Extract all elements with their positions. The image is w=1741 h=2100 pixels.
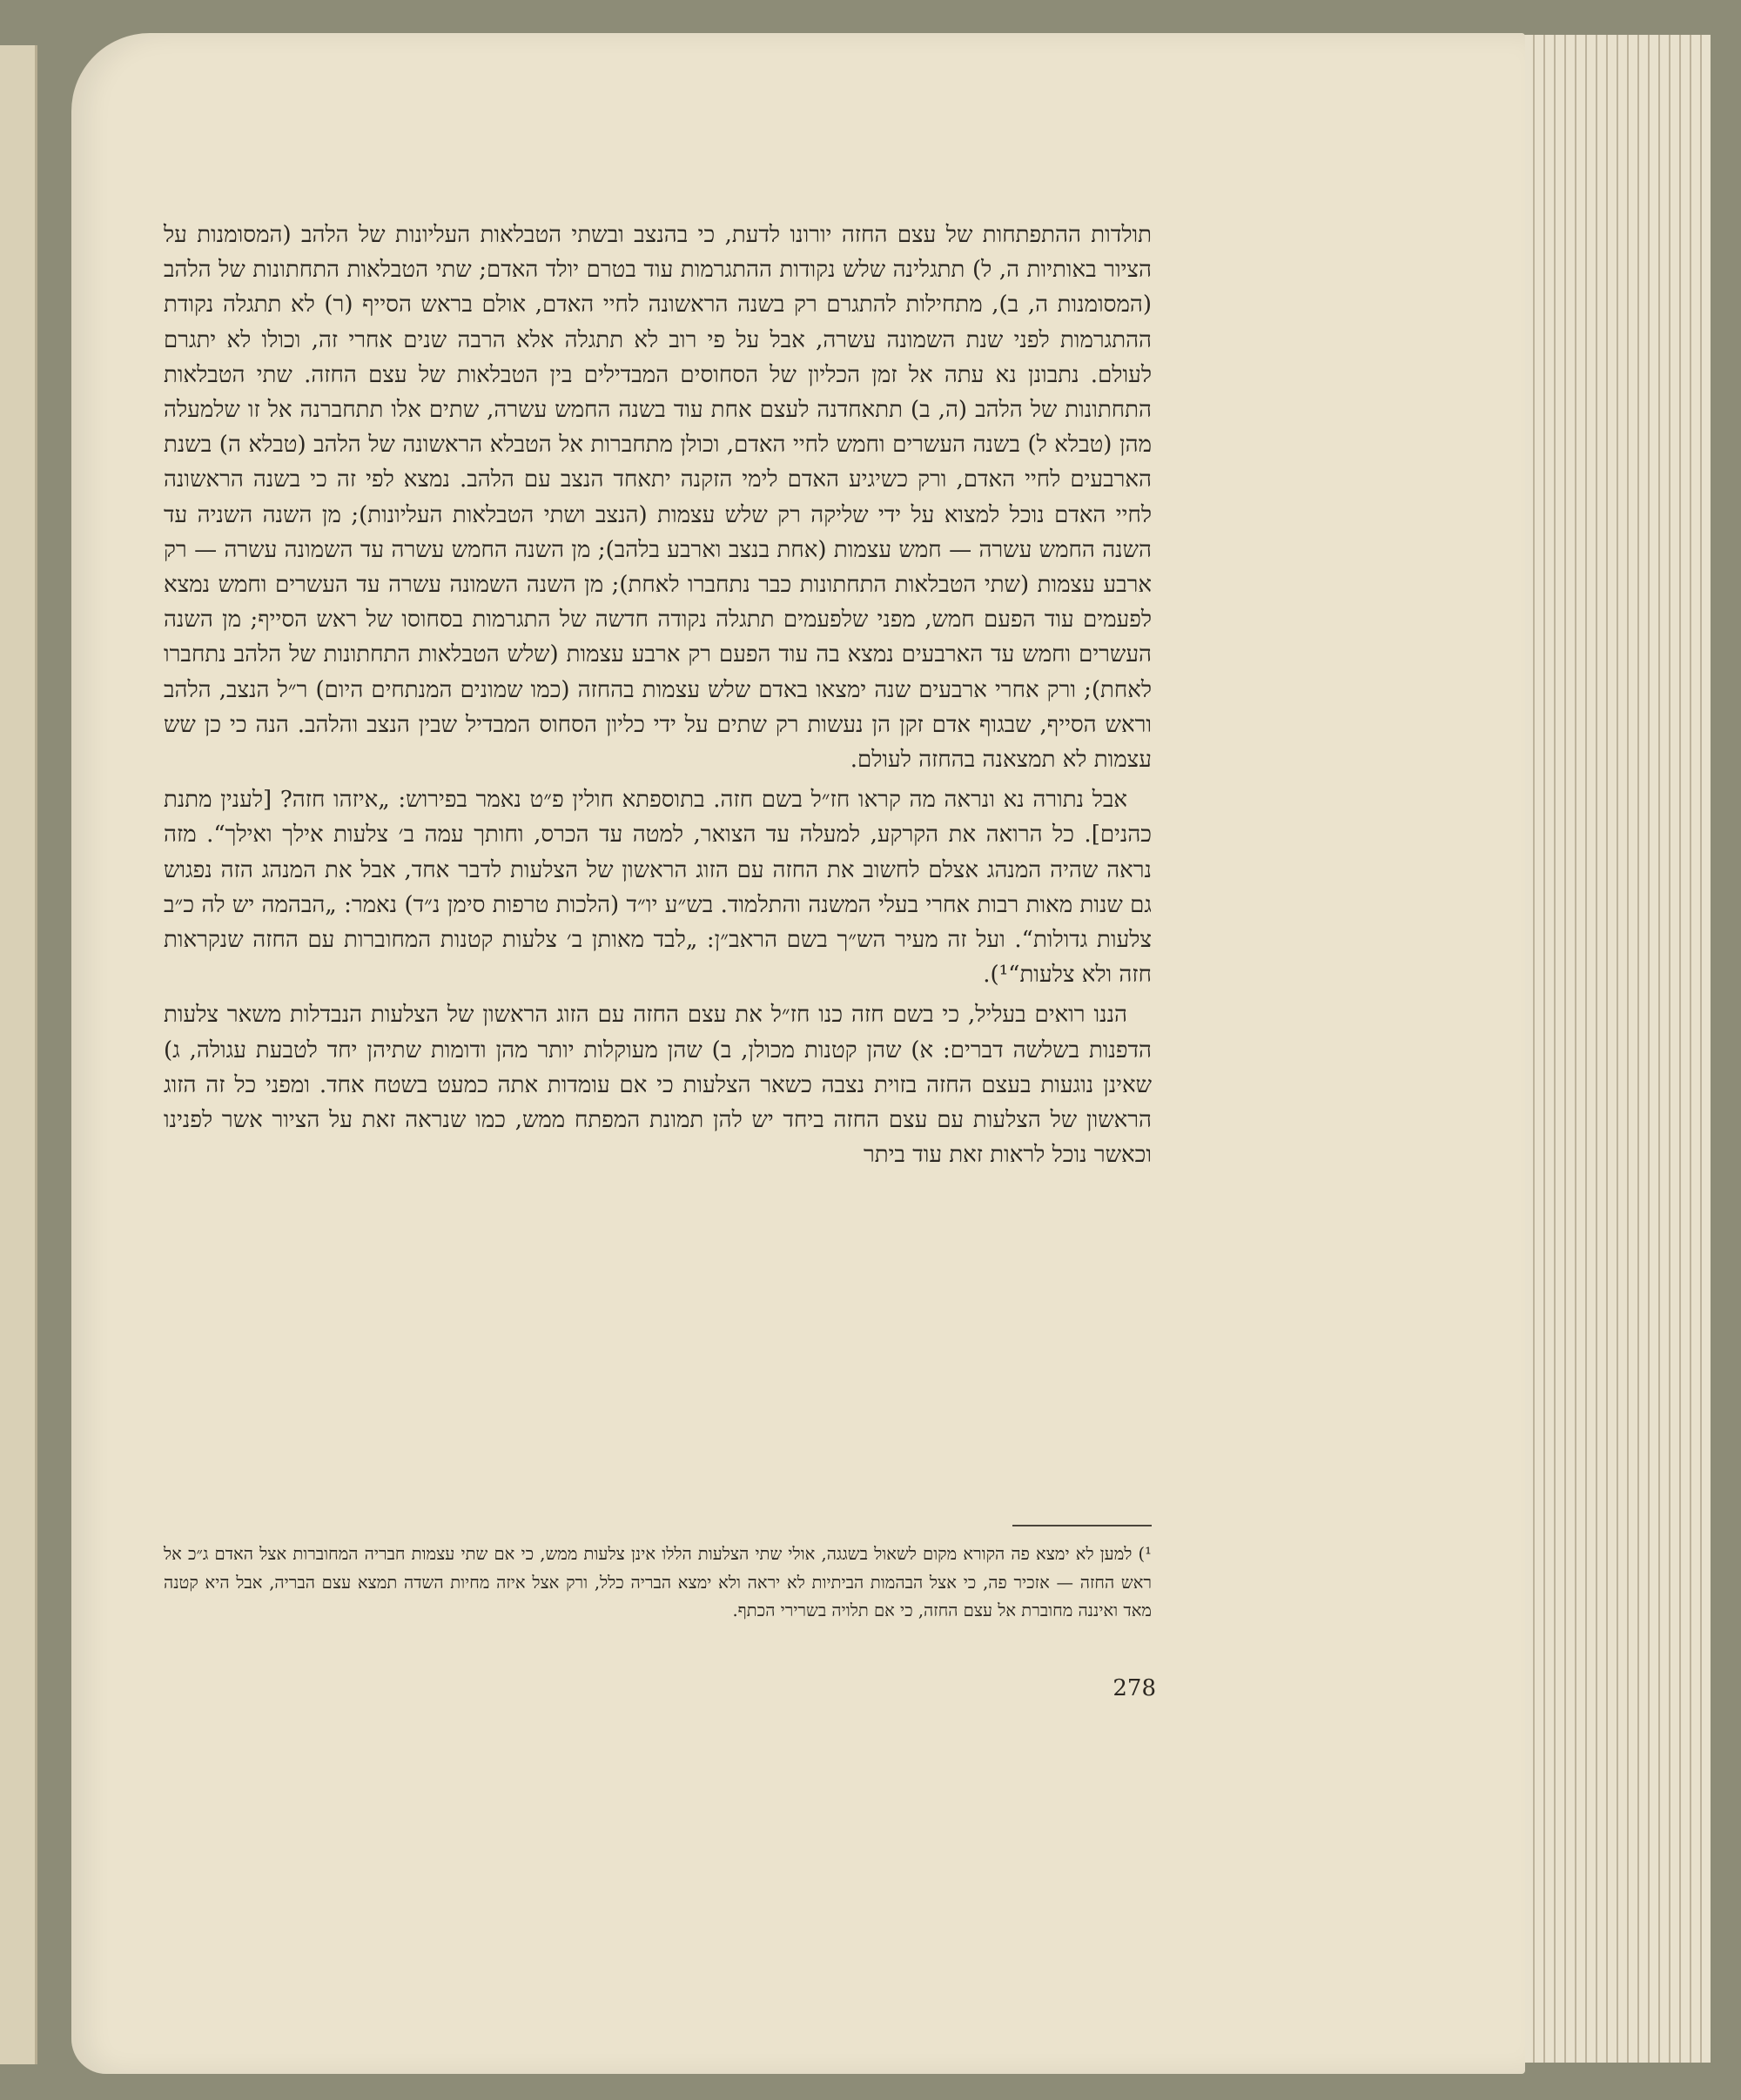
footnote: ¹) למען לא ימצא פה הקורא מקום לשאול בשגגה, אולי שתי הצלעות הללו אינן צלעות ממש, כי אם שתי עצמות חבריה המחוברות אצל האדם ג״כ אל ראש החזה — אזכיר פה, כי אצל הבהמות הביתיות לא יראה ולא ימצא הבריה כלל, ורק אצל איזה מחיות השדה תמצא עצם הבריה, אבל היא קטנה מאד ואיננה מחוברת אל עצם החזה, כי אם תלויה בשרירי הכתף.: [164, 1544, 1152, 1620]
main-text: [164, 218, 1152, 1172]
paragraph-1: תולדות ההתפתחות של עצם החזה יורונו לדעת, כי בהנצב ובשתי הטבלאות העליונות של הלהב (המסומנות על הציור באותיות ה, ל) תתגלינה שלש נקודות ההתגרמות עוד בטרם יולד האדם; שתי הטבלאות התחתונות של הלהב (המסומנות ה, ב), מתחילות להתגרם רק בשנה הראשונה לחיי האדם, אולם בראש הסייף (ר) לא תתגלה נקודת ההתגרמות לפני שנת השמונה עשרה, אבל על פי רוב לא תתגלה אלא הרבה שנים אחרי זה, וכולו לא יתגרם לעולם. נתבונן נא עתה אל זמן הכליון של הסחוסים המבדילים בין הטבלאות של עצם החזה. שתי הטבלאות התחתונות של הלהב (ה, ב) תתאחדנה לעצם אחת עוד בשנה החמש עשרה, שתים אלו תתחברנה אל זו שלמעלה מהן (טבלא ל) בשנה העשרים וחמש לחיי האדם, וכולן מתחברות אל הטבלא הראשונה של הלהב (טבלא ה) בשנת הארבעים לחיי האדם, ורק כשיגיע האדם לימי הזקנה יתאחד הנצב עם הלהב. נמצא לפי זה כי בשנה הראשונה לחיי האדם נוכל למצוא על ידי שליקה רק שלש עצמות (הנצב ושתי הטבלאות העליונות); מן השנה השניה עד השנה החמש עשרה — חמש עצמות (אחת בנצב וארבע בלהב); מן השנה החמש עשרה עד השמונה עשרה — רק ארבע עצמות (שתי הטבלאות התחתונות כבר נתחברו לאחת); מן השנה השמונה עשרה עד העשרים וחמש נמצא לפעמים עוד הפעם חמש, מפני שלפעמים תתגלה נקודה חדשה של התגרמות בסחוסו של ראש הסייף; מן השנה העשרים וחמש עד הארבעים נמצא בה עוד הפעם רק ארבע עצמות (שלש הטבלאות התחתונות של הלהב נתחברו לאחת); ורק אחרי ארבעים שנה ימצאו באדם שלש עצמות בהחזה (כמו שמונים המנתחים היום) ר״ל הנצב, הלהב וראש הסייף, שבגוף אדם זקן הן נעשות רק שתים על ידי כליון הסחוס המבדיל שבין הנצב והלהב. הנה כי כן שש עצמות לא תמצאנה בהחזה לעולם.: [164, 222, 1152, 774]
page-number: 278: [1112, 1675, 1156, 1701]
footnote-rule: [1012, 1525, 1152, 1526]
left-page-edge: [0, 45, 37, 2064]
paragraph-3: הננו רואים בעליל, כי בשם חזה כנו חז״ל את עצם החזה עם הזוג הראשון של הצלעות הנבדלות משאר צלעות הדפנות בשלשה דברים: א) שהן קטנות מכולן, ב) שהן מעוקלות יותר מהן ודומות שתיהן יחד לטבעת עגולה, ג) שאינן נוגעות בעצם החזה בזוית נצבה כשאר הצלעות כי אם עומדות אתה כמעט בשטח אחד. ומפני כל זה הזוג הראשון של הצלעות עם עצם החזה ביחד יש להן תמונת המפתח ממש, כמו שנראה זאת על הציור אשר לפנינו וכאשר נוכל לראות זאת עוד ביתר: [164, 1002, 1152, 1169]
paragraph-2: אבל נתורה נא ונראה מה קראו חז״ל בשם חזה. בתוספתא חולין פ״ט נאמר בפירוש: „איזהו חזה? [לענין מתנת כהנים]. כל הרואה את הקרקע, למעלה עד הצואר, למטה עד הכרס, וחותך עמה ב׳ צלעות אילך ואילך“. מזה נראה שהיה המנהג אצלם לחשוב את החזה עם הזוג הראשון של הצלעות לדבר אחד, אבל את המנהג הזה נפגוש גם שנות מאות רבות אחרי בעלי המשנה והתלמוד. בש״ע יו״ד (הלכות טרפות סימן נ״ד) נאמר: „הבהמה יש לה כ״ב צלעות גדולות“. ועל זה מעיר הש״ך בשם הראב״ן: „לבד מאותן ב׳ צלעות קטנות המחוברות עם החזה שנקראות חזה ולא צלעות“¹).: [164, 787, 1152, 989]
page-fore-edge: [1493, 35, 1711, 2063]
